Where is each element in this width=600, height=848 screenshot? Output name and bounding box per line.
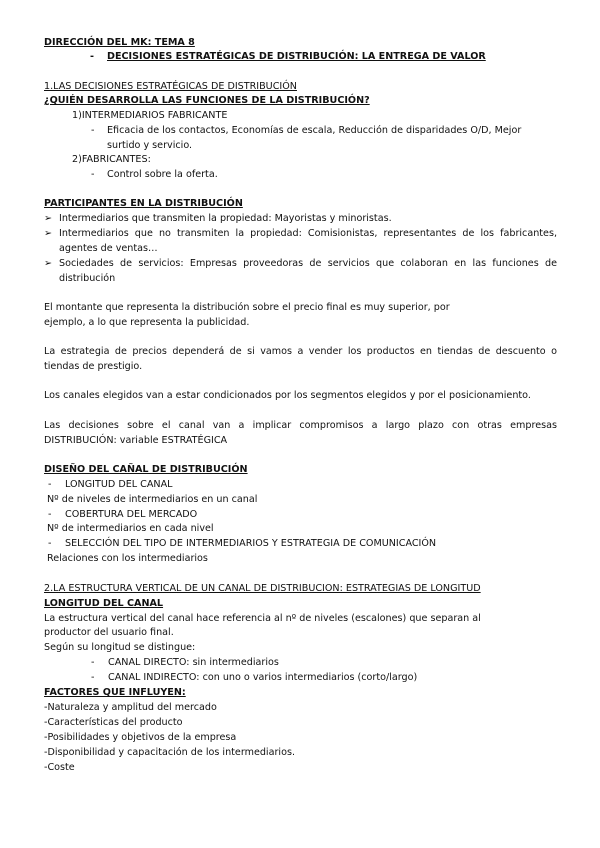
paragraph1-a: El montante que representa la distribución sobre el precio final es muy superior, por (44, 302, 450, 313)
factors-item: -Naturaleza y amplitud del mercado (44, 702, 217, 713)
participants-item1: Intermediarios que transmiten la propiedad: Mayoristas y minoristas. (59, 213, 392, 224)
section1-item1-text-a: Eficacia de los contactos, Economías de escala, Reducción de disparidades O/D, Mejor (107, 125, 522, 136)
factors-item: -Características del producto (44, 717, 183, 728)
design-length-text: Nº de niveles de intermediarios en un canal (47, 494, 258, 505)
design-selection-title: SELECCIÓN DEL TIPO DE INTERMEDIARIOS Y ESTRATEGIA DE COMUNICACIÓN (65, 538, 437, 549)
design-dash: - (48, 538, 52, 549)
paragraph3: Los canales elegidos van a estar condicionados por los segmentos elegidos y por el posicionamiento. (44, 390, 531, 401)
doc-title: DIRECCIÓN DEL MK: TEMA 8 (44, 37, 195, 48)
factors-item: -Disponibilidad y capacitación de los intermediarios. (44, 747, 296, 758)
design-dash: - (48, 479, 52, 490)
section2-text-b: productor del usuario final. (44, 627, 174, 638)
participants-item2-a: Intermediarios que no transmiten la propiedad: Comisionistas, representantes de los fabricantes, (59, 228, 557, 239)
design-selection-text: Relaciones con los intermediarios (47, 553, 208, 564)
section2-text-c: Según su longitud se distingue: (44, 642, 196, 653)
participants-item3-a: Sociedades de servicios: Empresas proveedoras de servicios que colaboran en las funciones de (59, 258, 557, 269)
factors-heading: FACTORES QUE INFLUYEN: (44, 687, 186, 698)
section1-item2-text: Control sobre la oferta. (107, 169, 218, 180)
factors-item: -Posibilidades y objetivos de la empresa (44, 732, 237, 743)
section1-item2-dash: - (91, 169, 95, 180)
participants-item2-b: agentes de ventas… (59, 243, 158, 254)
bullet-icon: ➢ (44, 213, 53, 224)
participants-heading: PARTICIPANTES EN LA DISTRIBUCIÓN (44, 198, 243, 209)
paragraph2-b: tiendas de prestigio. (44, 361, 143, 372)
factors-item: -Coste (44, 762, 75, 773)
paragraph4-b: DISTRIBUCIÓN: variable ESTRATÉGICA (44, 435, 228, 446)
section1-item2-label: 2)FABRICANTES: (72, 154, 151, 165)
section2-text-a: La estructura vertical del canal hace referencia al nº de niveles (escalones) que separan al (44, 613, 481, 624)
section1-item1-label: 1)INTERMEDIARIOS FABRICANTE (72, 110, 228, 121)
section1-heading: 1.LAS DECISIONES ESTRATÉGICAS DE DISTRIBUCIÓN (44, 81, 297, 92)
section2-indirect-channel: CANAL INDIRECTO: con uno o varios intermediarios (corto/largo) (108, 672, 418, 683)
design-coverage-title: COBERTURA DEL MERCADO (65, 509, 198, 520)
section2-subheading: LONGITUD DEL CANAL (44, 598, 164, 609)
bullet-icon: ➢ (44, 228, 53, 239)
section1-item1-text-b: surtido y servicio. (107, 140, 193, 151)
doc-subtitle-dash: - (90, 51, 94, 62)
section2-dash: - (91, 672, 95, 683)
design-dash: - (48, 509, 52, 520)
bullet-icon: ➢ (44, 258, 53, 269)
design-heading: DISEÑO DEL CAÑAL DE DISTRIBUCIÓN (44, 464, 248, 475)
doc-subtitle: DECISIONES ESTRATÉGICAS DE DISTRIBUCIÓN: LA ENTREGA DE VALOR (107, 51, 486, 62)
section2-heading: 2.LA ESTRUCTURA VERTICAL DE UN CANAL DE DISTRIBUCION: ESTRATEGIAS DE LONGITUD (44, 583, 481, 594)
paragraph1-b: ejemplo, a lo que representa la publicidad. (44, 317, 250, 328)
participants-item3-b: distribución (59, 273, 116, 284)
paragraph2-a: La estrategia de precios dependerá de si vamos a vender los productos en tiendas de descuento o (44, 346, 557, 357)
section2-dash: - (91, 657, 95, 668)
design-length-title: LONGITUD DEL CANAL (65, 479, 173, 490)
section1-item1-dash: - (91, 125, 95, 136)
design-coverage-text: Nº de intermediarios en cada nivel (47, 523, 214, 534)
section1-question: ¿QUIÉN DESARROLLA LAS FUNCIONES DE LA DISTRIBUCIÓN? (44, 95, 370, 106)
paragraph4-a: Las decisiones sobre el canal van a implicar compromisos a largo plazo con otras empresas (44, 420, 557, 431)
section2-direct-channel: CANAL DIRECTO: sin intermediarios (108, 657, 279, 668)
